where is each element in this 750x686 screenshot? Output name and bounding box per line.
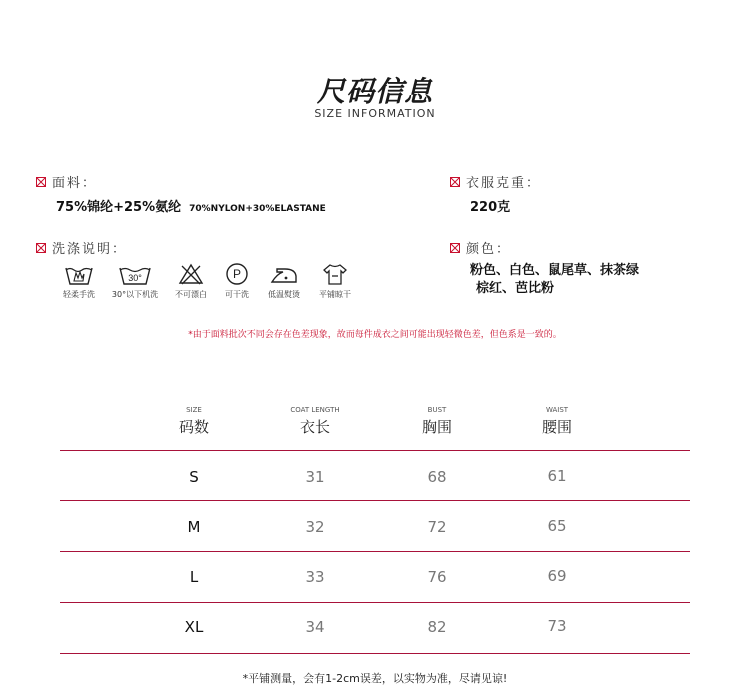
hand-wash-icon [64,262,94,286]
colors-label-row [450,238,511,257]
colors-line-1: 粉色、白色、鼠尾草、抹茶绿 [470,263,640,278]
care-label: 可干洗 [225,290,249,299]
flat-dry-icon [321,262,349,286]
colors-label: 颜色： [466,242,512,257]
cell-waist: 73 [547,617,567,635]
fabric-value-en: 70%NYLON+30%ELASTANE [189,204,326,214]
care-label: 轻柔手洗 [63,290,95,299]
colors-value [470,262,639,298]
x-mark-icon [36,243,46,253]
colors-line-2: 棕红、芭比粉 [476,281,555,296]
care-flat-dry [314,262,356,300]
care-label: 平铺晾干 [319,290,351,299]
fabric-label: 面料： [52,176,98,191]
cell-size: M [187,518,201,536]
care-wash-30 [110,262,160,300]
header-size: SIZE 码数 [178,406,209,436]
fabric-label-row [36,172,97,191]
page-subtitle: SIZE INFORMATION [314,107,436,120]
cell-waist: 69 [547,567,567,585]
care-label: 不可漂白 [175,290,207,299]
cell-bust: 72 [427,518,447,536]
cell-bust: 76 [427,568,447,586]
no-bleach-icon [178,262,204,286]
cell-length: 33 [305,568,325,586]
cell-bust: 68 [427,468,447,486]
care-dry-clean [220,262,254,300]
wash-label: 洗涤说明： [52,242,128,257]
page-title: 尺码信息 [316,75,433,108]
cell-length: 34 [305,618,325,636]
measurement-footnote: *平铺测量，会有1-2cm误差，以实物为准，尽请见谅! [242,672,508,685]
weight-label-row [450,172,541,191]
wash-30-icon [118,262,152,286]
table-divider [60,551,690,552]
color-difference-notice: *由于面料批次不同会存在色差现象，故而每件成衣之间可能出现轻微色差，但色系是一致的。 [188,330,562,340]
table-divider [60,450,690,451]
care-no-bleach [172,262,210,300]
cell-size: L [189,568,199,586]
cell-waist: 65 [547,517,567,535]
low-iron-icon [269,262,299,286]
care-low-iron [262,262,306,300]
dry-clean-p-icon [225,262,249,286]
weight-label: 衣服克重： [466,176,542,191]
fabric-value-row [56,196,326,215]
fabric-value: 75%锦纶+25%氨纶 [56,200,182,215]
header-coat-length: COAT LENGTH 衣长 [290,406,340,436]
weight-value: 220克 [470,200,511,215]
x-mark-icon [36,177,46,187]
wash-label-row [36,238,127,257]
svg-text:P: P [232,267,242,281]
cell-size: S [189,468,199,486]
svg-text:30°: 30° [128,273,142,283]
table-divider [60,602,690,603]
care-hand-wash [58,262,100,300]
x-mark-icon [450,177,460,187]
cell-length: 31 [305,468,325,486]
header-bust: BUST 胸围 [421,406,452,436]
cell-size: XL [184,618,204,636]
x-mark-icon [450,243,460,253]
cell-waist: 61 [547,467,567,485]
header-waist: WAIST 腰围 [541,406,572,436]
cell-length: 32 [305,518,325,536]
cell-bust: 82 [427,618,447,636]
table-divider [60,500,690,501]
table-divider [60,653,690,654]
care-label: 低温熨烫 [268,290,300,299]
care-label: 30°以下机洗 [111,290,159,299]
